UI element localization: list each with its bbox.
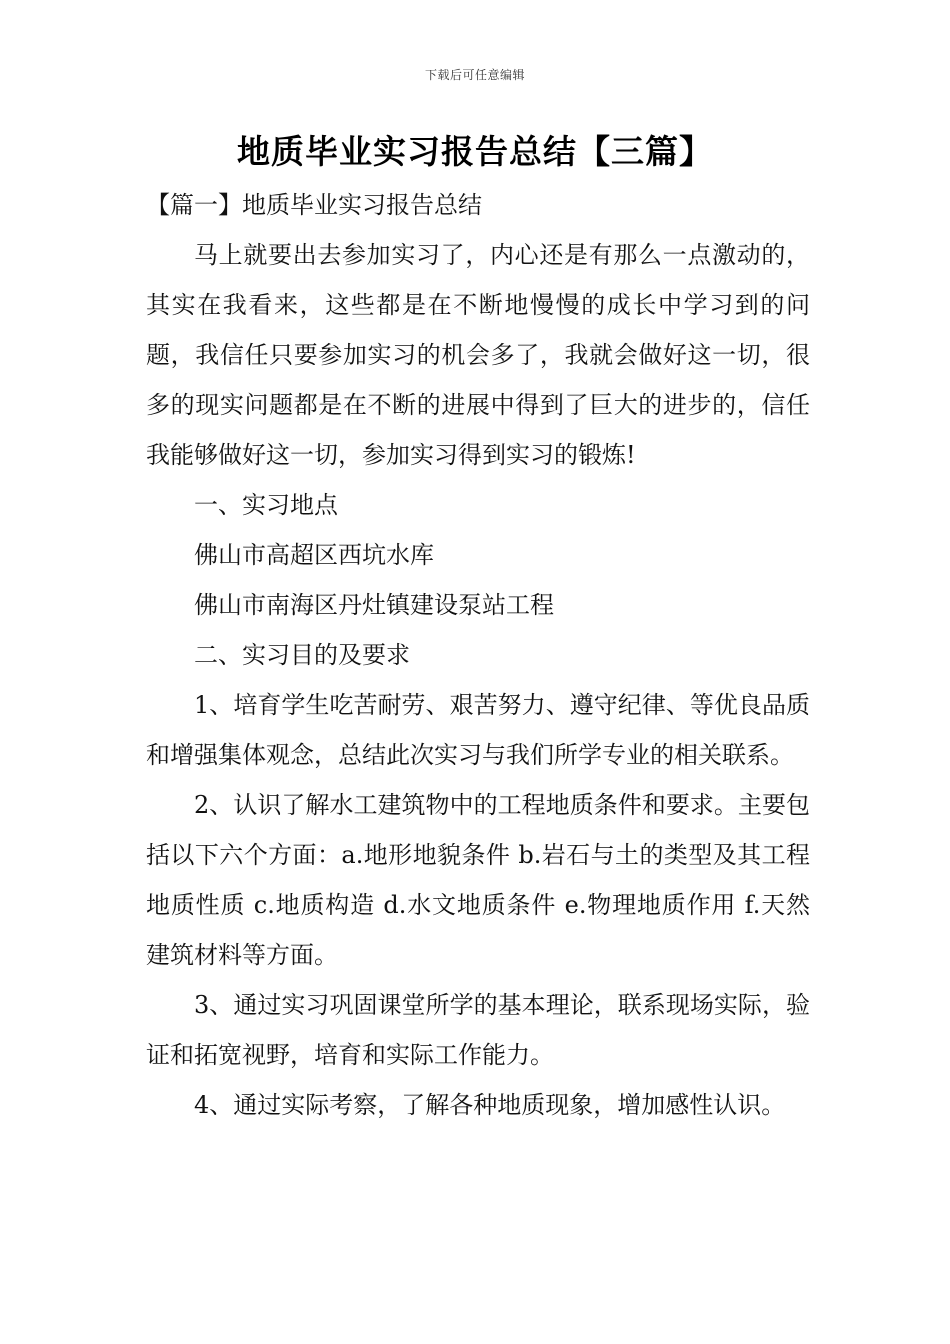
purpose-item-3: 3、通过实习巩固课堂所学的基本理论，联系现场实际，验证和拓宽视野，培育和实际工作能力。 [146,991,810,1069]
location-item-2: 佛山市南海区丹灶镇建设泵站工程 [194,591,554,619]
section-heading: 【篇一】地质毕业实习报告总结 [146,191,482,219]
purpose-item-4: 4、通过实际考察，了解各种地质现象，增加感性认识。 [194,1091,786,1119]
header-note: 下载后可任意编辑 [424,68,525,82]
paragraph-intro: 马上就要出去参加实习了，内心还是有那么一点激动的，其实在我看来，这些都是在不断地慢慢的成长中学习到的问题，我信任只要参加实习的机会多了，我就会做好这一切，很多的现实问题都是在不断的进展中得到了巨大的进步的，信任我能够做好这一切，参加实习得到实习的锻炼! [146,241,810,469]
purpose-item-1: 1、培育学生吃苦耐劳、艰苦努力、遵守纪律、等优良品质和增强集体观念，总结此次实习与我们所学专业的相关联系。 [146,691,810,769]
heading-location: 一、实习地点 [194,491,338,519]
purpose-item-2: 2、认识了解水工建筑物中的工程地质条件和要求。主要包括以下六个方面：a.地形地貌条件 b.岩石与土的类型及其工程地质性质 c.地质构造 d.水文地质条件 e.物理地质作用 f.天然建筑材料等方面。 [146,791,810,969]
heading-purpose: 二、实习目的及要求 [194,641,410,669]
location-item-1: 佛山市高超区西坑水库 [194,541,434,569]
document-body [146,180,810,1130]
document-title: 地质毕业实习报告总结【三篇】 [237,132,713,171]
